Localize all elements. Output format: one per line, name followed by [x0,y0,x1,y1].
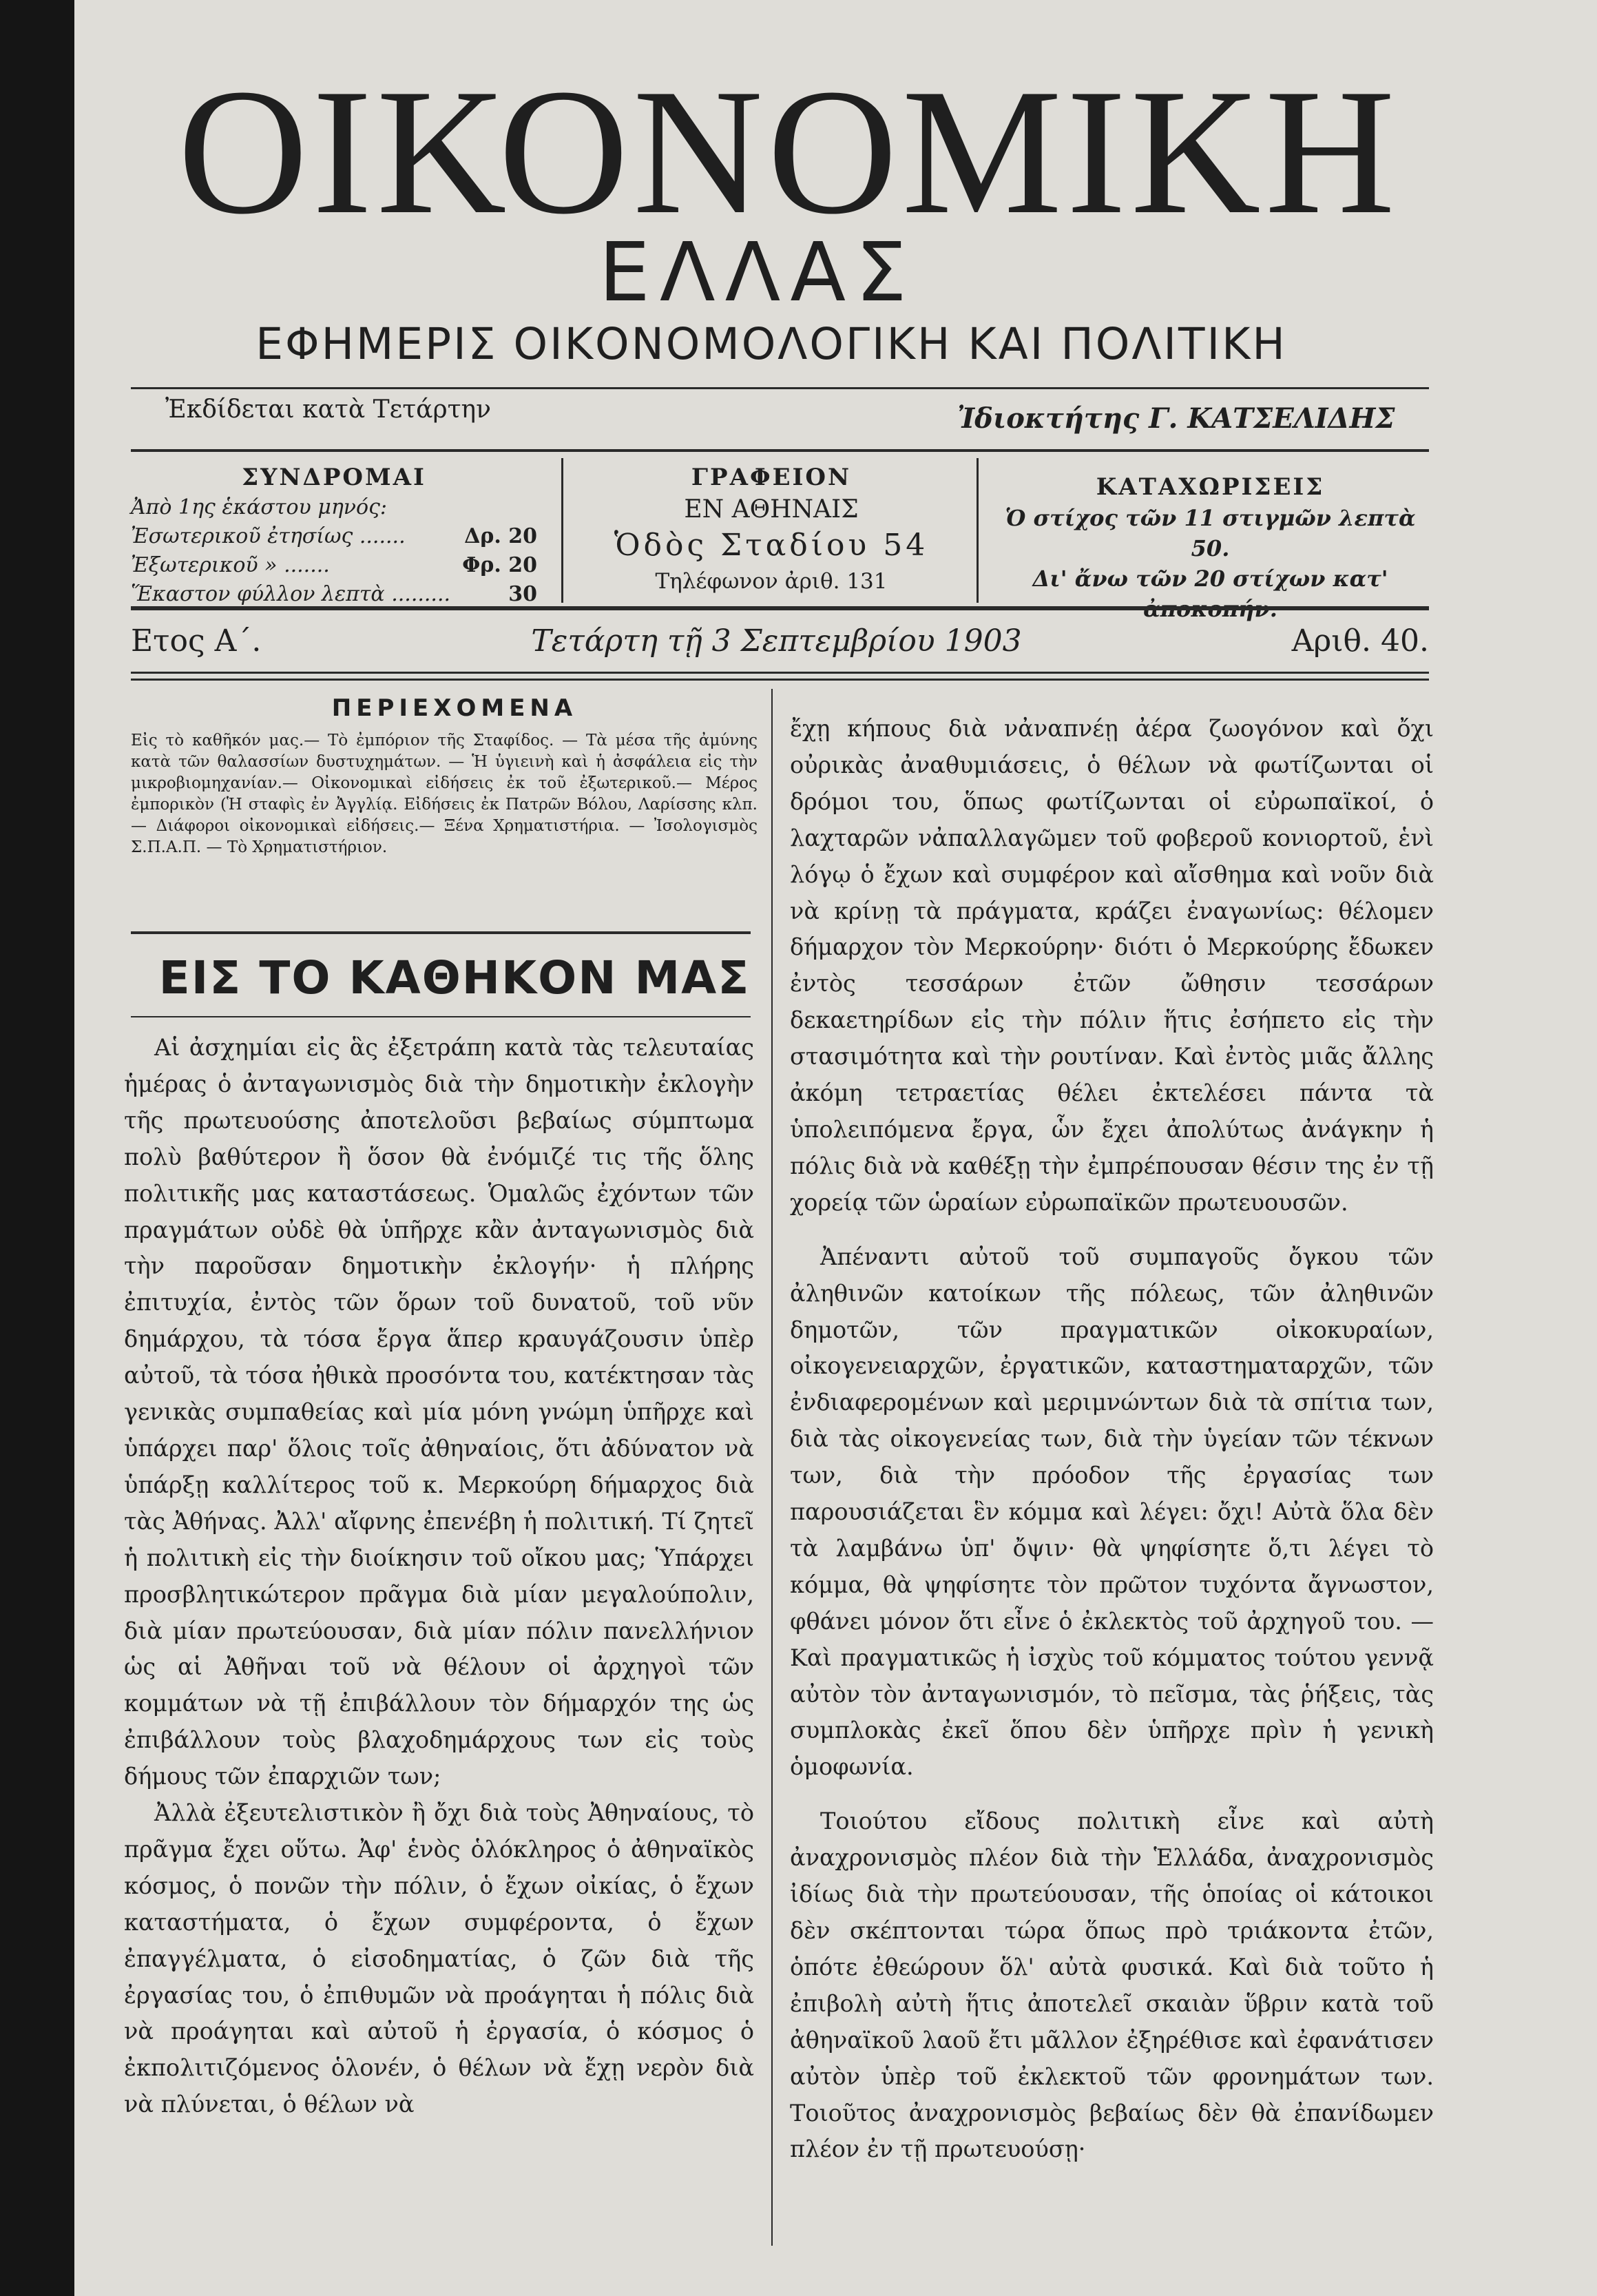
subscriptions-note: Ἀπὸ 1ης ἑκάστου μηνός: [131,495,387,519]
ads-title: ΚΑΤΑΧΩΡΙΣΕΙΣ [1096,473,1325,501]
subscriptions-title: ΣΥΝΔΡΟΜΑΙ [242,464,426,491]
issue-number: Αριθ. 40. [1291,623,1429,659]
owner-line: Ἰδιοκτήτης Γ. ΚΑΤΣΕΛΙΔΗΣ [957,402,1395,435]
article-paragraph: Τοιούτου εἴδους πολιτικὴ εἶνε καὶ αὐτὴ ἀναχρονισμὸς πλέον διὰ τὴν Ἑλλάδα, ἀναχρονισμὸς ἰδίως διὰ τὴν πρωτεύουσαν, τῆς ὁποίας οἱ κάτοικοι δὲν σκέπτονται τώρα ὅπως πρὸ τριάκοντα ἐτῶν, ὁπότε ἐθεώρουν ὅλ' αὐτὰ φυσικά. Καὶ διὰ τοῦτο ἡ ἐπιβολὴ αὐτὴ ἥτις ἀποτελεῖ σκαιὰν ὕβριν κατὰ τοῦ ἀθηναϊκοῦ λαοῦ ἔτι μᾶλλον ἐξηρέθισε καὶ ἐφανάτισεν αὐτὸν ὑπὲρ τοῦ ἐκλεκτοῦ τῶν φρονημάτων των. Τοιοῦτος ἀναχρονισμὸς βεβαίως δὲν θὰ ἐπανίδωμεν πλέον ἐν τῇ πρωτευούσῃ· [790,1808,1434,2163]
divider [131,1016,751,1017]
office-city: ΕΝ ΑΘΗΝΑΙΣ [684,495,859,524]
article-column-left [124,1030,754,2123]
contents-text: Εἰς τὸ καθῆκόν μας.— Τὸ ἐμπόριον τῆς Σταφίδος. — Τὰ μέσα τῆς ἀμύνης κατὰ τῶν θαλασσίων δυστυχημάτων. — Ἡ ὑγιεινὴ καὶ ἡ ἀσφάλεια εἰς τὴν μικροβιομηχανίαν.— Οἰκονομικαὶ εἰδήσεις ἐκ τοῦ ἐξωτερικοῦ.— Μέρος ἐμπορικὸν (Ἡ σταφὶς ἐν Ἀγγλίᾳ. Εἰδήσεις ἐκ Πατρῶν Βόλου, Λαρίσσης κλπ.— Διάφοροι οἰκονομικαὶ εἰδήσεις.— Ξένα Χρηματιστήρια. — Ἰσολογισμὸς Σ.Π.Α.Π. — Τὸ Χρηματιστήριον. [131,732,758,856]
date-line [131,617,1429,665]
divider [131,606,1429,610]
office-box [575,462,968,599]
subscription-row: Ἐσωτερικοῦ ἐτησίως ....... Δρ. 20 [131,524,537,548]
article-paragraph: ἔχῃ κήπους διὰ νἀναπνέῃ ἀέρα ζωογόνον καὶ ὄχι οὐρικὰς ἀναθυμιάσεις, ὁ θέλων νὰ φωτίζωνται οἱ δρόμοι του, ὅπως φωτίζωνται οἱ εὐρωπαϊκοί, ὁ λαχταρῶν νἀπαλλαγῶμεν τοῦ φοβεροῦ κονιορτοῦ, ἑνὶ λόγῳ ὁ ἔχων καὶ συμφέρον καὶ αἴσθημα καὶ νοῦν διὰ νὰ κρίνῃ τὰ πράγματα, κράζει ἐναγωνίως: θέλομεν δήμαρχον τὸν Μερκούρην· διότι ὁ Μερκούρης ἔδωκεν ἐντὸς τεσσάρων ἐτῶν ὤθησιν τεσσάρων δεκαετηρίδων εἰς τὴν πόλιν ἥτις ἐσήπετο εἰς τὴν στασιμότητα καὶ τὴν ρουτίναν. Καὶ ἐντὸς μιᾶς ἄλλης ἀκόμη τετραετίας θέλει ἐκτελέσει πάντα τὰ ὑπολειπόμενα ἔργα, ὧν ἔχει ἀπολύτως ἀνάγκην ἡ πόλις διὰ νὰ καθέξῃ τὴν ἐμπρέπουσαν θέσιν της ἐν τῇ χορείᾳ τῶν ὡραίων εὐρωπαϊκῶν πρωτευουσῶν. [790,715,1434,1216]
column-divider [771,689,773,2246]
column-divider [561,458,563,603]
contents-title: ΠΕΡΙΕΧΟΜΕΝΑ [331,694,578,722]
article-paragraph: Ἀπέναντι αὐτοῦ τοῦ συμπαγοῦς ὄγκου τῶν ἀληθινῶν κατοίκων τῆς πόλεως, τῶν ἀληθινῶν δημοτῶν, τῶν πραγματικῶν οἰκοκυραίων, οἰκογενειαρχῶν, ἐργατικῶν, καταστηματαρχῶν, τῶν ἐνδιαφερομένων καὶ μεριμνώντων διὰ τὰ σπίτια των, διὰ τὰς οἰκογενείας των, διὰ τὴν ὑγείαν τῶν τέκνων των, διὰ τὴν πρόοδον τῆς ἐργασίας των παρουσιάζεται ἓν κόμμα καὶ λέγει: ὄχι! Αὐτὰ ὅλα δὲν τὰ λαμβάνω ὑπ' ὄψιν· θὰ ψηφίσητε ὅ,τι λέγει τὸ κόμμα, θὰ ψηφίσητε τὸν πρῶτον τυχόντα ἄγνωστον, φθάνει μόνον ὅτι εἶνε ὁ ἐκλεκτὸς τοῦ ἀρχηγοῦ του. — Καὶ πραγματικῶς ἡ ἰσχὺς τοῦ κόμματος τούτου γεννᾷ αὐτὸν τὸν ἀνταγωνισμόν, τὸ πεῖσμα, τὰς ῥήξεις, τὰς συμπλοκὰς ἐκεῖ ὅπου δὲν ὑπῆρχε πρὶν ἡ γενικὴ ὁμοφωνία. [790,1243,1434,1781]
divider [131,449,1429,452]
column-divider [977,458,979,603]
masthead-description: ΕΦΗΜΕΡΙΣ ΟΙΚΟΝΟΜΟΛΟΓΙΚΗ ΚΑΙ ΠΟΛΙΤΙΚΗ [255,319,1287,369]
subscription-row: Ἕκαστον φύλλον λεπτὰ ......... 30 [131,582,537,606]
article-paragraph: Αἱ ἀσχημίαι εἰς ἃς ἐξετράπη κατὰ τὰς τελευταίας ἡμέρας ὁ ἀνταγωνισμὸς διὰ τὴν δημοτικὴν ἐκλογὴν τῆς πρωτευούσης ἀποτελοῦσι βεβαίως σύμπτωμα πολὺ βαθύτερον ἢ ὅσον θὰ ἐνόμιζέ τις τῆς ὅλης πολιτικῆς μας καταστάσεως. Ὁμαλῶς ἐχόντων τῶν πραγμάτων οὐδὲ θὰ ὑπῆρχε κἂν ἀνταγωνισμὸς διὰ τὴν παροῦσαν δημοτικὴν ἐκλογήν· ἡ πλήρης ἐπιτυχία, ἐντὸς τῶν ὅρων τοῦ δυνατοῦ, τοῦ νῦν δημάρχου, τὰ τόσα ἔργα ἅπερ κραυγάζουσιν ὑπὲρ αὐτοῦ, τὰ τόσα ἠθικὰ προσόντα του, κατέκτησαν τὰς γενικὰς συμπαθείας καὶ μία μόνη γνώμη ὑπῆρχε καὶ ὑπάρχει παρ' ὅλοις τοῖς ἀθηναίοις, ὅτι ἀδύνατον νὰ ὑπάρξῃ καλλίτερος τοῦ κ. Μερκούρη δήμαρχος διὰ τὰς Ἀθήνας. Ἀλλ' αἴφνης ἐπενέβη ἡ πολιτική. Τί ζητεῖ ἡ πολιτικὴ εἰς τὴν διοίκησιν τοῦ οἴκου μας; Ὑπάρχει προσβλητικώτερον πρᾶγμα διὰ μίαν μεγαλούπολιν, διὰ μίαν πρωτεύουσαν, διὰ μίαν πόλιν πανελλήνιον ὡς αἱ Ἀθῆναι τοῦ νὰ θέλουν οἱ ἀρχηγοὶ τῶν κομμάτων νὰ τῇ ἐπιβάλλουν τὸν δήμαρχόν της ὡς ἐπιβάλλουν τοὺς βλαχοδημάρχους των εἰς τοὺς δήμους τῶν ἐπαρχιῶν των; [124,1034,754,1790]
divider [131,672,1429,674]
ads-line-2: Δι' ἄνω τῶν 20 στίχων κατ' [1032,566,1388,592]
volume-year: Ετος Α΄. [131,623,262,659]
scan-binding-edge [0,0,74,2296]
divider [131,679,1429,681]
masthead-title: ΟΙΚΟΝΟΜΙΚΗ [178,52,1399,251]
article-title: ΕΙΣ ΤΟ ΚΑΘΗΚΟΝ ΜΑΣ [158,951,751,1004]
subscriptions-box [131,462,537,606]
issue-date: Τετάρτη τῇ 3 Σεπτεμβρίου 1903 [531,623,1022,659]
divider [131,387,1429,389]
publication-day: Ἐκδίδεται κατὰ Τετάρτην [165,395,492,424]
divider [131,931,751,934]
office-street: Ὁδὸς Σταδίου 54 [614,528,929,563]
ads-box [992,462,1429,599]
office-title: ΓΡΑΦΕΙΟΝ [691,464,852,491]
subscription-row: Ἐξωτερικοῦ » ....... Φρ. 20 [131,553,537,577]
article-column-right [790,711,1434,2168]
article-paragraph: Ἀλλὰ ἐξευτελιστικὸν ἢ ὄχι διὰ τοὺς Ἀθηναίους, τὸ πρᾶγμα ἔχει οὕτω. Ἀφ' ἑνὸς ὁλόκληρος ὁ ἀθηναϊκὸς κόσμος, ὁ πονῶν τὴν πόλιν, ὁ ἔχων οἰκίας, ὁ ἔχων καταστήματα, ὁ ἔχων συμφέροντα, ὁ ἔχων ἐπαγγέλματα, ὁ εἰσοδηματίας, ὁ ζῶν διὰ τῆς ἐργασίας του, ὁ ἐπιθυμῶν νὰ προάγηται ἡ πόλις διὰ νὰ προάγηται καὶ αὐτοῦ ἡ ἐργασία, ὁ κόσμος ὁ ἐκπολιτιζόμενος ὁλονέν, ὁ θέλων νὰ ἔχῃ νερὸν διὰ νὰ πλύνεται, ὁ θέλων νὰ [124,1799,754,2118]
office-phone: Τηλέφωνον ἀριθ. 131 [655,569,888,594]
ads-line-1: Ὁ στίχος τῶν 11 στιγμῶν λεπτὰ 50. [1005,505,1416,561]
masthead-subtitle: ΕΛΛΑΣ [598,225,917,320]
